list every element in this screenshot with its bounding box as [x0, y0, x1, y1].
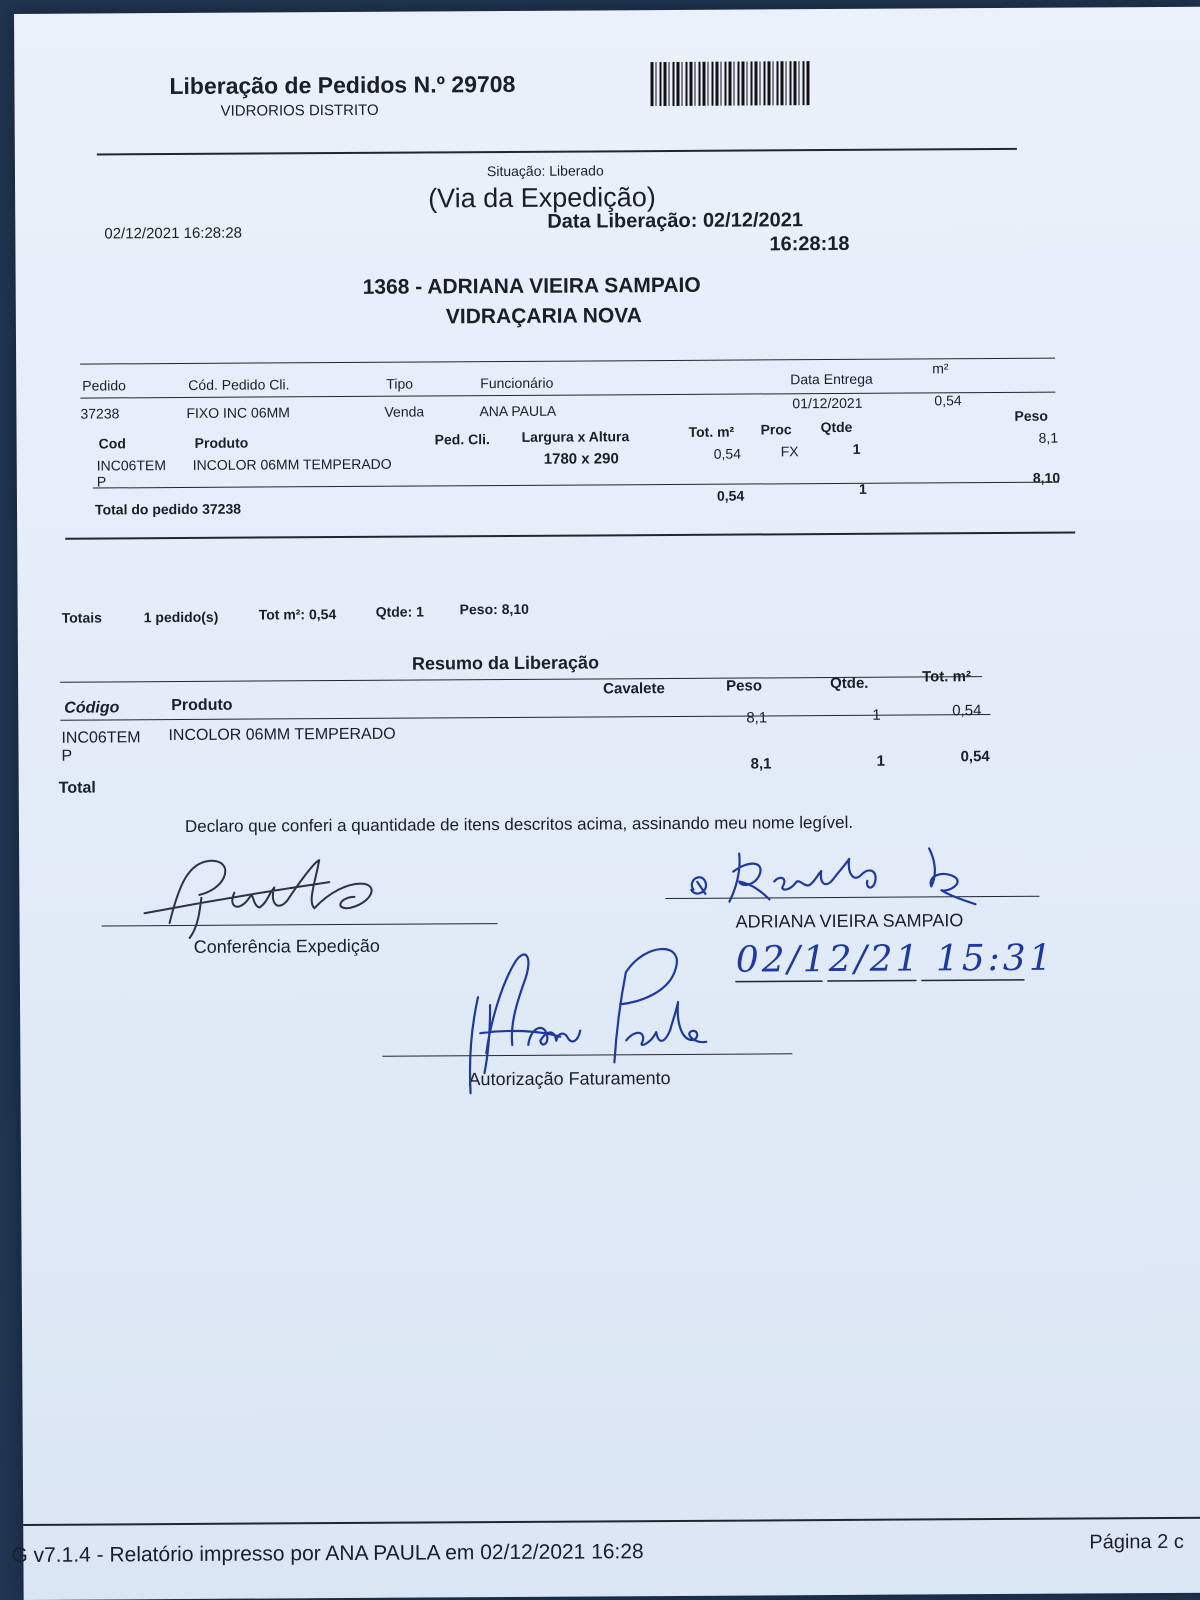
item-cod: INC06TEM	[96, 457, 167, 474]
client-company: VIDRAÇARIA NOVA	[445, 304, 642, 329]
order-total-line	[93, 482, 1059, 489]
col-data-entrega: Data Entrega	[790, 370, 873, 388]
header-divider	[97, 148, 1017, 156]
item-proc: FX	[780, 443, 799, 460]
summary-total-peso: 8,1	[750, 755, 772, 773]
item-col-largura-altura: Largura x Altura	[521, 428, 630, 445]
summary-total-label: Total	[58, 779, 96, 797]
item-tot-m2: 0,54	[713, 445, 741, 462]
conferencia-label: Conferência Expedição	[193, 935, 380, 957]
release-date-label: Data Liberação: 02/12/2021	[547, 209, 804, 233]
item-col-qtde: Qtde	[820, 418, 853, 436]
order-cod-pedido-cli: FIXO INC 06MM	[186, 404, 290, 421]
totals-label: Totais	[61, 609, 102, 626]
footer-page-number: Página 2 c	[1089, 1530, 1184, 1554]
footer-divider	[23, 1517, 1200, 1526]
col-funcionario: Funcionário	[480, 374, 554, 392]
order-total-m2: 0,54	[716, 487, 745, 504]
item-col-tot-m2: Tot. m²	[688, 423, 735, 440]
footer-printed-by: G v7.1.4 - Relatório impresso por ANA PAULA em 02/12/2021 16:28	[11, 1540, 644, 1568]
totals-qtde: Qtde: 1	[375, 603, 424, 620]
summary-qtde: 1	[872, 706, 881, 724]
summary-tot-m2: 0,54	[952, 702, 982, 720]
summary-codigo-cont: P	[61, 747, 73, 765]
handwritten-date: 02/12/21 15:31	[735, 937, 1055, 981]
paulo-signature	[139, 842, 420, 944]
order-total-label: Total do pedido 37238	[94, 500, 242, 518]
order-table-top-line	[80, 358, 1055, 365]
release-time: 16:28:18	[769, 232, 850, 256]
col-cod-pedido-cli: Cód. Pedido Cli.	[188, 376, 290, 393]
declaration-text: Declaro que conferi a quantidade de itens descritos acima, assinando meu nome legível.	[184, 812, 854, 836]
order-pedido: 37238	[80, 405, 120, 422]
item-peso: 8,1	[1038, 429, 1059, 446]
item-col-proc: Proc	[760, 421, 792, 438]
summary-col-peso: Peso	[726, 677, 763, 695]
autorizacao-label: Autorização Faturamento	[468, 1068, 671, 1090]
totals-pedidos: 1 pedido(s)	[143, 608, 219, 626]
summary-col-tot-m2: Tot. m²	[922, 668, 971, 686]
summary-col-qtde: Qtde.	[830, 674, 869, 693]
summary-col-cavalete: Cavalete	[603, 680, 665, 698]
order-data-entrega: 01/12/2021	[792, 394, 863, 412]
item-col-ped-cli: Ped. Cli.	[434, 431, 490, 448]
item-produto: INCOLOR 06MM TEMPERADO	[192, 455, 392, 473]
client-name: 1368 - ADRIANA VIEIRA SAMPAIO	[362, 273, 701, 299]
item-dimensions: 1780 x 290	[543, 450, 619, 468]
order-table-bottom-line	[65, 532, 1075, 540]
summary-total-qtde: 1	[876, 752, 885, 770]
summary-col-produto: Produto	[171, 696, 233, 715]
document-title: Liberação de Pedidos N.º 29708	[169, 70, 516, 100]
totals-m2: Tot m²: 0,54	[258, 606, 337, 623]
order-total-peso: 8,10	[1032, 469, 1061, 486]
summary-total-m2: 0,54	[960, 748, 990, 766]
company-name: VIDRORIOS DISTRITO	[220, 101, 379, 120]
item-qtde: 1	[852, 440, 861, 457]
print-datetime: 02/12/2021 16:28:28	[104, 224, 243, 243]
order-funcionario: ANA PAULA	[479, 402, 557, 420]
order-total-qtde: 1	[858, 480, 867, 497]
summary-header-line	[60, 714, 990, 721]
release-date: 02/12/2021	[702, 209, 804, 232]
situation-status: Situação: Liberado	[486, 162, 604, 180]
item-col-peso: Peso	[1014, 407, 1048, 424]
ana-paula-signature	[450, 932, 721, 1104]
client-signature	[679, 830, 1010, 922]
copy-type: (Via da Expedição)	[428, 182, 656, 214]
order-tipo: Venda	[384, 403, 425, 420]
document-page	[11, 7, 1200, 1600]
totals-peso: Peso: 8,10	[459, 600, 529, 618]
item-col-cod: Cod	[98, 435, 126, 452]
client-signature-label: ADRIANA VIEIRA SAMPAIO	[735, 910, 964, 932]
col-m2: m²	[932, 360, 949, 377]
col-pedido: Pedido	[82, 377, 126, 394]
summary-produto: INCOLOR 06MM TEMPERADO	[168, 725, 396, 745]
summary-col-codigo: Código	[64, 699, 120, 717]
order-m2: 0,54	[934, 392, 962, 409]
item-cod-cont: P	[96, 473, 107, 490]
item-col-produto: Produto	[194, 434, 249, 451]
summary-title: Resumo da Liberação	[411, 652, 600, 674]
summary-peso: 8,1	[746, 709, 768, 727]
summary-codigo: INC06TEM	[61, 729, 141, 747]
col-tipo: Tipo	[386, 375, 414, 392]
barcode	[650, 61, 810, 106]
